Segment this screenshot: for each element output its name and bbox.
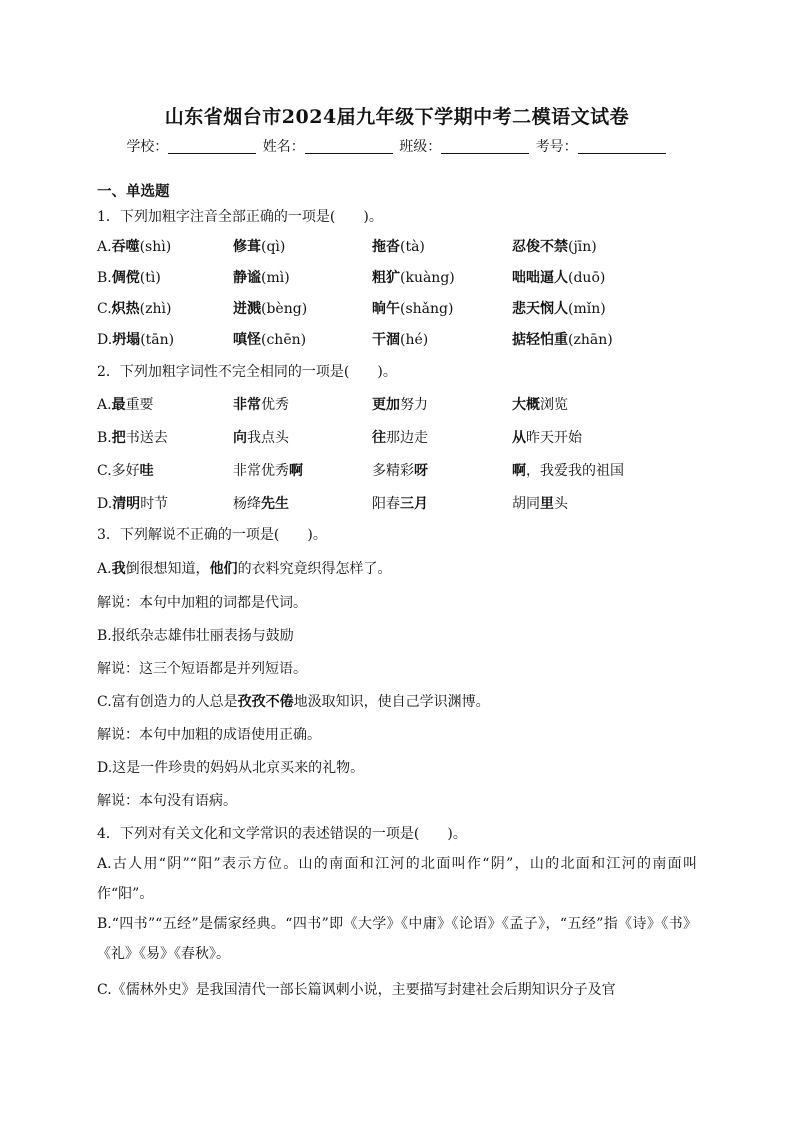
question-2-stem: 2．下列加粗字词性不完全相同的一项是( )。: [97, 364, 397, 380]
question-2-option-b-item-4: 从昨天开始: [512, 430, 582, 446]
question-1-option-b-item-4: 咄咄逼人(duō): [512, 270, 606, 286]
question-2-option-d-item-4: 胡同里头: [512, 496, 568, 512]
question-2-option-d-item-1: D.清明时节: [97, 496, 169, 512]
question-3-option-c: C.富有创造力的人总是孜孜不倦地汲取知识，使自己学识渊博。: [97, 694, 490, 710]
question-1-stem: 1．下列加粗字注音全部正确的一项是( )。: [97, 209, 383, 225]
question-2-option-a-item-2: 非常优秀: [233, 397, 289, 413]
question-2-option-c-item-4: 啊，我爱我的祖国: [512, 463, 624, 479]
question-3-option-d: D.这是一件珍贵的妈妈从北京买来的礼物。: [97, 760, 365, 776]
question-3-option-b: B.报纸杂志雄伟壮丽表扬与鼓励: [97, 628, 294, 644]
question-1-option-b-item-1: B.倜傥(tì): [97, 270, 161, 286]
question-2-option-c-item-3: 多精彩呀: [372, 463, 428, 479]
question-2-option-a-item-4: 大概浏览: [512, 397, 568, 413]
name-blank[interactable]: [305, 139, 393, 154]
question-1-option-a-item-3: 拖沓(tà): [372, 239, 425, 255]
question-1-option-b-item-3: 粗犷(kuàng): [372, 270, 455, 286]
question-1-option-c-item-1: C.炽热(zhì): [97, 301, 172, 317]
question-3-note-d: 解说：本句没有语病。: [97, 793, 237, 809]
question-3-option-a: A.我倒很想知道，他们的衣料究竟织得怎样了。: [97, 561, 392, 577]
question-1-option-d-item-3: 干涸(hé): [372, 332, 429, 348]
question-4-stem: 4．下列对有关文化和文学常识的表述错误的一项是( )。: [97, 826, 467, 842]
question-1-option-a-item-1: A.吞噬(shì): [97, 239, 172, 255]
question-3-note-b: 解说：这三个短语都是并列短语。: [97, 661, 307, 677]
question-1-option-d-item-4: 掂轻怕重(zhān): [512, 332, 613, 348]
number-blank[interactable]: [578, 139, 666, 154]
class-label: 班级：: [399, 139, 442, 155]
question-3-stem: 3．下列解说不正确的一项是( )。: [97, 527, 327, 543]
page-title: 山东省烟台市2024届九年级下学期中考二模语文试卷: [164, 106, 630, 128]
class-blank[interactable]: [441, 139, 529, 154]
question-1-option-a-item-4: 忍俊不禁(jīn): [512, 239, 597, 255]
question-4-option-b: B.“四书”“五经”是儒家经典。“四书”即《大学》《中庸》《论语》《孟子》，“五经”指《诗》《书》《礼》《易》《春秋》。: [97, 916, 697, 962]
student-info-line: [0, 136, 794, 156]
question-4-option-c: C.《儒林外史》是我国清代一部长篇讽刺小说，主要描写封建社会后期知识分子及官: [97, 982, 616, 998]
question-3-note-c: 解说：本句中加粗的成语使用正确。: [97, 727, 321, 743]
question-2-option-a-item-3: 更加努力: [372, 397, 428, 413]
number-label: 考号：: [535, 139, 578, 155]
question-1-option-b-item-2: 静谧(mì): [233, 270, 290, 286]
question-1-option-c-item-3: 晌午(shǎng): [372, 301, 454, 317]
question-2-option-b-item-2: 向我点头: [233, 430, 289, 446]
question-2-option-b-item-1: B.把书送去: [97, 430, 168, 446]
question-1-option-d-item-2: 嗔怪(chēn): [233, 332, 307, 348]
question-2-option-d-item-2: 杨绛先生: [233, 496, 289, 512]
question-1-option-a-item-2: 修葺(qì): [233, 239, 286, 255]
question-2-option-c-item-1: C.多好哇: [97, 463, 154, 479]
school-label: 学校：: [126, 139, 169, 155]
question-2-option-d-item-3: 阳春三月: [372, 496, 428, 512]
question-2-option-c-item-2: 非常优秀啊: [233, 463, 303, 479]
question-2-option-a-item-1: A.最重要: [97, 397, 154, 413]
question-1-option-c-item-4: 悲天悯人(mǐn): [512, 301, 606, 317]
question-1-option-c-item-2: 迸溅(bèng): [233, 301, 308, 317]
school-blank[interactable]: [168, 139, 256, 154]
name-label: 姓名：: [262, 139, 305, 155]
question-3-note-a: 解说：本句中加粗的词都是代词。: [97, 595, 307, 611]
question-2-option-b-item-3: 往那边走: [372, 430, 428, 446]
section-heading: 一、单选题: [97, 183, 170, 200]
question-4-option-a: A.古人用“阴”“阳”表示方位。山的南面和江河的北面叫作“阴”，山的北面和江河的南面叫作“阳”。: [97, 856, 697, 902]
question-1-option-d-item-1: D.坍塌(tān): [97, 332, 175, 348]
